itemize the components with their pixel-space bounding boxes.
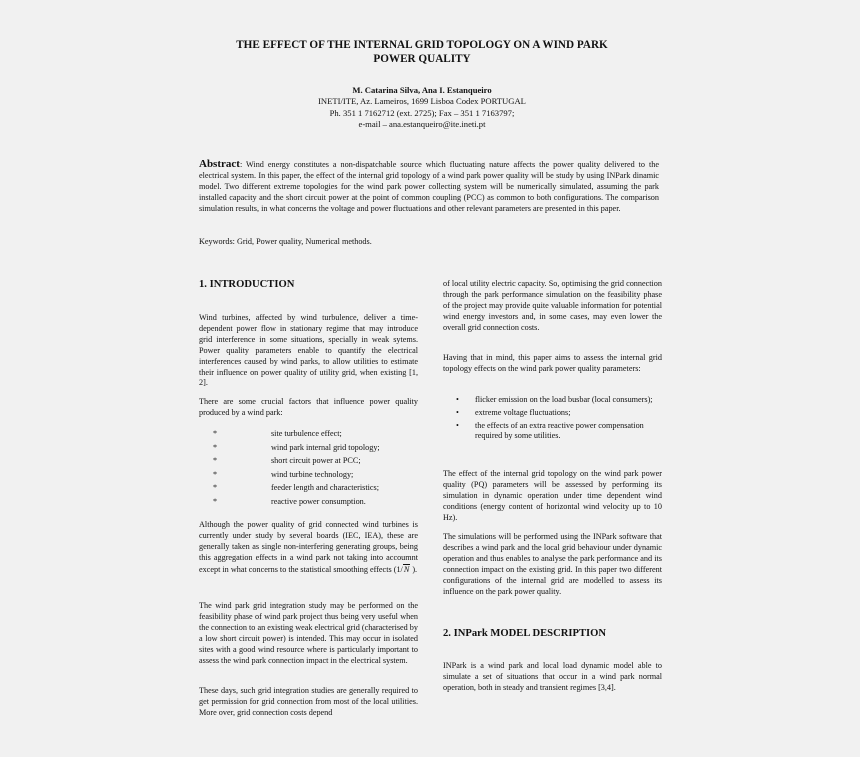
formula-numerator: 1/ xyxy=(396,564,403,574)
pq-parameters-list xyxy=(456,395,661,444)
title-line-1: THE EFFECT OF THE INTERNAL GRID TOPOLOGY ON A WIND PARK xyxy=(236,39,608,51)
intro-paragraph-2: There are some crucial factors that influence power quality produced by a wind park: xyxy=(199,397,418,417)
right-paragraph-3: The effect of the internal grid topology on the wind park power quality (PQ) parameters will be assessed by performing its simulation in dynamic operation under time dependent wind conditions (energy content of horizontal wind velocity up to 10 Hz). xyxy=(443,469,662,522)
star-marker: * xyxy=(213,496,218,506)
list-item: * site turbulence effect; xyxy=(213,429,413,443)
author-phone: Ph. 351 1 7162712 (ext. 2725); Fax – 351 1 7163797; xyxy=(329,107,515,118)
star-marker: * xyxy=(213,469,218,479)
list-item: * feeder length and characteristics; xyxy=(213,483,413,497)
list-item: * wind park internal grid topology; xyxy=(213,443,413,457)
intro-paragraph-1: Wind turbines, affected by wind turbulence, deliver a time-dependent power flow in stationary regime that may introduce grid interference in some situations, specially in weak sytems. Power quality parameters enable to quantify the electrical interferences caused by wind parks, to allow utilities to estimate their influence on power quality of utility grid, when existing [1, 2]. xyxy=(199,313,418,388)
paper-title xyxy=(180,38,664,66)
keywords: Keywords: Grid, Power quality, Numerical methods. xyxy=(199,237,372,246)
title-line-2: POWER QUALITY xyxy=(373,53,471,65)
section-2-heading: 2. INPark MODEL DESCRIPTION xyxy=(443,628,607,639)
star-marker: * xyxy=(213,456,218,466)
author-names: M. Catarina Silva, Ana I. Estanqueiro xyxy=(352,85,492,95)
bullet-marker: • xyxy=(456,407,459,417)
star-marker: * xyxy=(213,429,218,438)
star-marker: * xyxy=(213,483,218,493)
sqrt-formula: N xyxy=(403,564,410,574)
author-email: e-mail – ana.estanqueiro@ite.ineti.pt xyxy=(358,119,486,130)
author-affiliation: INETI/ITE, Az. Lameiros, 1699 Lisboa Codex PORTUGAL xyxy=(318,96,526,107)
author-block xyxy=(200,85,644,131)
section-1-heading: 1. INTRODUCTION xyxy=(199,279,295,290)
star-marker: * xyxy=(213,442,218,452)
bullet-marker: • xyxy=(456,420,459,430)
list-item: * reactive power consumption. xyxy=(213,497,413,511)
right-paragraph-1: of local utility electric capacity. So, optimising the grid connection through the park performance simulation on the feasibility phase of the project may provide quite valuable information for potential wind energy investors and, in some cases, may even lower the overall grid connection costs. xyxy=(443,279,662,332)
intro-paragraph-5: These days, such grid integration studies are generally required to get permission for grid connection from most of the local utilities. More over, grid connection costs depend xyxy=(199,686,418,717)
intro-paragraph-3: Although the power quality of grid connected wind turbines is currently under study by several boards (IEC, IEA), these are generally taken as single non-interfering generating groups, being this aggregation effects in a wind park not taking into accoumnt except in what concerns to the statistical smoothing effects (1/N ). xyxy=(199,520,418,574)
abstract-label: Abstract xyxy=(199,158,240,170)
abstract xyxy=(199,159,659,214)
right-paragraph-4: The simulations will be performed using the INPark software that describes a wind park and the local grid behaviour under dynamic operation and thus enables to analyse the park performance and its connection impact on the existing grid. In this paper two different configurations of the internal grid are modelled to assess its influence on the park power quality. xyxy=(443,532,662,596)
list-item: * wind turbine technology; xyxy=(213,470,413,484)
right-paragraph-2: Having that in mind, this paper aims to assess the internal grid topology effects on the wind park power quality parameters: xyxy=(443,353,662,373)
bullet-marker: • xyxy=(456,395,459,404)
list-item: • flicker emission on the load busbar (local consumers); xyxy=(456,395,653,404)
abstract-text: : Wind energy constitutes a non-dispatchable source which fluctuating nature affects the power quality delivered to the electrical system. In this paper, the effect of the internal grid topology of a wind park power quality will be study by using INPark dinamic model. Two different extreme topologies for the wind park power collecting system will be numerically simulated, assuming the park installed capacity and the short circuit power at the point of common coupling (PCC) as common to both configurations. The comparison simulation results, in what concerns the voltage and power fluctuations and other relevant parameters are presented in this paper. xyxy=(199,160,659,214)
list-item: • the effects of an extra reactive power compensation required by some utilities. xyxy=(456,420,644,441)
intro-paragraph-4: The wind park grid integration study may be performed on the feasibility phase of wind park project thus being very useful when the connection to an existing weak electrical grid (characterised by a low short circuit power) is intended. This may occur in isolated sites with a good wind resource where is particularly important to assess the wind park connection impact in the electrical system. xyxy=(199,601,418,665)
factors-list xyxy=(213,429,413,511)
list-item: * short circuit power at PCC; xyxy=(213,456,413,470)
list-item: • extreme voltage fluctuations; xyxy=(456,407,571,417)
model-paragraph-1: INPark is a wind park and local load dynamic model able to simulate a set of situations that occur in a wind park normal operation, both in steady and transient regimes [3,4]. xyxy=(443,661,662,692)
